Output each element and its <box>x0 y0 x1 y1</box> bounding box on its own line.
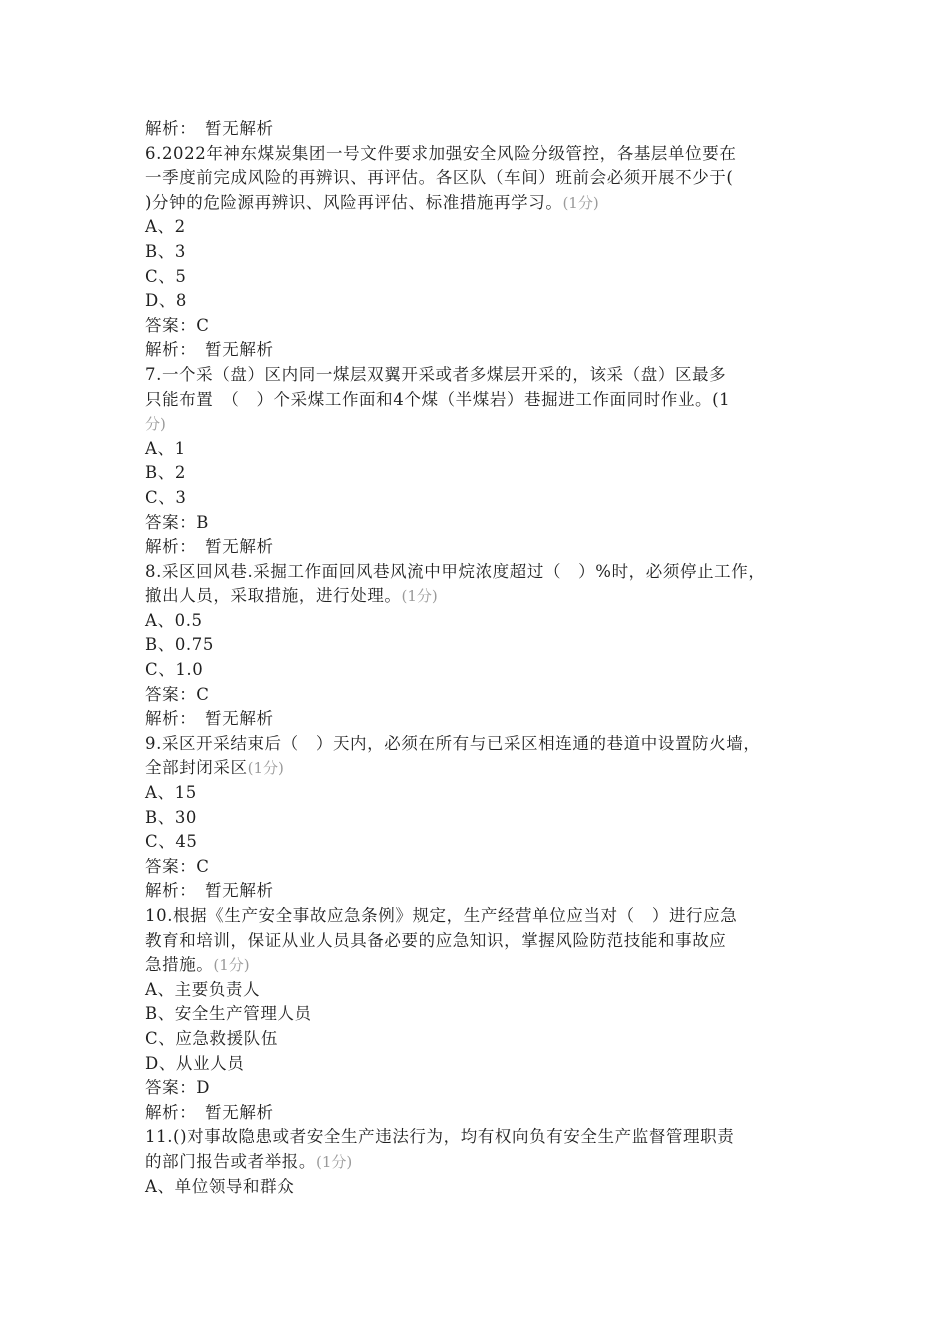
option-item: A、单位领导和群众 <box>145 1176 295 1196</box>
option-item: C、45 <box>145 832 198 852</box>
question-text-last <box>145 584 815 609</box>
option-item: D、从业人员 <box>145 1053 245 1073</box>
question-text: 急措施。 <box>145 955 214 975</box>
question-text: 教育和培训，保证从业人员具备必要的应急知识，掌握风险防范技能和事故应 <box>145 930 727 950</box>
question-text: 一季度前完成风险的再辨识、再评估。各区队（车间）班前会必须开展不少于( <box>145 168 734 188</box>
analysis-line: 解析： 暂无解析 <box>145 119 274 138</box>
option-item: B、0.75 <box>145 635 214 655</box>
question-text-last <box>145 191 815 216</box>
score-label: 分) <box>145 415 166 434</box>
question-text: 11.()对事故隐患或者安全生产违法行为，均有权向负有安全生产监督管理职责 <box>145 1127 735 1147</box>
option-item: A、1 <box>145 438 186 458</box>
question-text: 9.采区开采结束后（ ）天内，必须在所有与已采区相连通的巷道中设置防火墙， <box>145 733 761 753</box>
option-item: B、3 <box>145 241 186 261</box>
question-block-8 <box>145 560 815 732</box>
option-item: C、3 <box>145 487 187 507</box>
question-text: )分钟的危险源再辨识、风险再评估、标准措施再学习。 <box>145 192 563 212</box>
answer-line: 答案：C <box>145 315 210 335</box>
question-text: 6.2022年神东煤炭集团一号文件要求加强安全风险分级管控，各基层单位要在 <box>145 143 737 163</box>
option-item: A、0.5 <box>145 610 203 630</box>
question-block-6 <box>145 142 815 363</box>
question-block-10 <box>145 904 815 1125</box>
question-text-with-score <box>145 388 815 413</box>
option-item: B、2 <box>145 463 186 483</box>
question-text: 8.采区回风巷.采掘工作面回风巷风流中甲烷浓度超过（ ）%时，必须停止工作， <box>145 561 766 581</box>
answer-line: 答案：D <box>145 1078 211 1098</box>
option-item: A、15 <box>145 783 197 803</box>
analysis-line: 解析： 暂无解析 <box>145 881 274 901</box>
question-text: 7.一个采（盘）区内同一煤层双翼开采或者多煤层开采的，该采（盘）区最多 <box>145 364 727 384</box>
option-item: C、5 <box>145 266 187 286</box>
score-label: (1分) <box>562 193 599 212</box>
option-item: C、应急救援队伍 <box>145 1028 278 1048</box>
option-item: B、安全生产管理人员 <box>145 1004 312 1024</box>
question-text: 的部门报告或者举报。 <box>145 1151 316 1171</box>
question-text-last <box>145 953 815 978</box>
question-block-7 <box>145 363 815 560</box>
question-text-last <box>145 1150 815 1175</box>
option-item: A、2 <box>145 217 186 237</box>
answer-line: 答案：C <box>145 856 210 876</box>
question-text: 撤出人员，采取措施，进行处理。 <box>145 586 402 606</box>
question-text: 只能布置 （ ）个采煤工作面和4个煤（半煤岩）巷掘进工作面同时作业。(1 <box>145 389 731 409</box>
analysis-line: 解析： 暂无解析 <box>145 537 274 557</box>
score-label: (1分) <box>316 1152 353 1171</box>
score-label: (1分) <box>247 759 284 778</box>
analysis-line: 解析： 暂无解析 <box>145 1102 274 1122</box>
option-item: A、主要负责人 <box>145 979 261 999</box>
question-block-9 <box>145 732 815 904</box>
exam-page <box>145 117 815 1199</box>
option-item: C、1.0 <box>145 660 204 680</box>
option-item: B、30 <box>145 807 198 827</box>
score-label: (1分) <box>401 587 438 606</box>
question-text: 10.根据《生产安全事故应急条例》规定，生产经营单位应当对（ ）进行应急 <box>145 906 738 925</box>
question-block-11 <box>145 1125 815 1199</box>
question-text: 全部封闭采区 <box>145 758 248 778</box>
analysis-line: 解析： 暂无解析 <box>145 709 274 729</box>
analysis-line: 解析： 暂无解析 <box>145 340 274 360</box>
option-item: D、8 <box>145 291 188 311</box>
score-label: (1分) <box>213 956 250 975</box>
answer-line: 答案：C <box>145 684 210 704</box>
question-text-last <box>145 756 815 781</box>
answer-line: 答案：B <box>145 512 210 532</box>
question-text-last <box>145 412 815 437</box>
